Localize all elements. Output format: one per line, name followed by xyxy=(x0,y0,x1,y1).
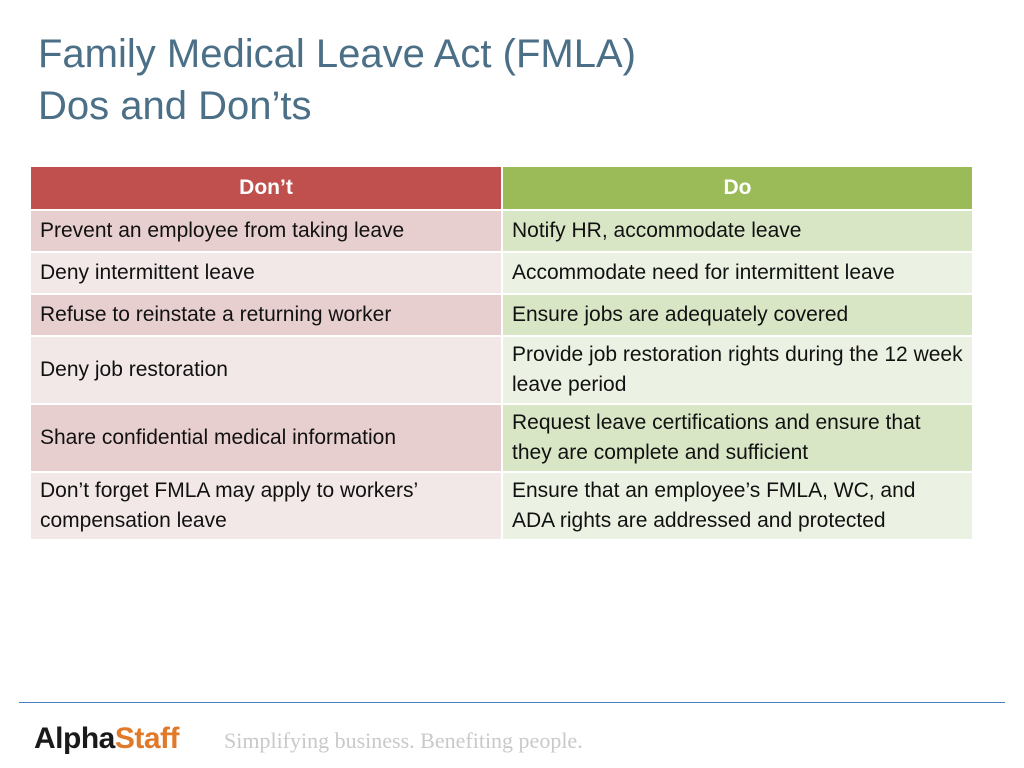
do-cell: Notify HR, accommodate leave xyxy=(502,210,973,252)
logo-text-staff: Staff xyxy=(114,722,180,755)
table-row xyxy=(30,294,973,336)
table-row xyxy=(30,404,973,472)
footer-divider xyxy=(19,702,1005,703)
dont-column-header: Don’t xyxy=(30,166,502,210)
logo-text-alpha: Alpha xyxy=(34,722,115,755)
alphastaff-logo xyxy=(34,715,179,759)
table-row xyxy=(30,472,973,540)
dont-cell: Share confidential medical information xyxy=(30,404,502,472)
do-cell: Accommodate need for intermittent leave xyxy=(502,252,973,294)
table-row xyxy=(30,210,973,252)
do-cell: Request leave certifications and ensure that they are complete and sufficient xyxy=(502,404,973,472)
dont-cell: Deny intermittent leave xyxy=(30,252,502,294)
dont-cell: Don’t forget FMLA may apply to workers’ compensation leave xyxy=(30,472,502,540)
footer-tagline: Simplifying business. Benefiting people. xyxy=(224,728,583,753)
dont-cell: Deny job restoration xyxy=(30,336,502,404)
table-row xyxy=(30,336,973,404)
table-row xyxy=(30,252,973,294)
slide-title xyxy=(38,28,636,132)
table-header-row xyxy=(30,166,973,210)
slide-title-line1: Family Medical Leave Act (FMLA) xyxy=(38,32,636,76)
dos-donts-table xyxy=(29,165,974,541)
do-cell: Provide job restoration rights during the 12 week leave period xyxy=(502,336,973,404)
dont-cell: Refuse to reinstate a returning worker xyxy=(30,294,502,336)
do-cell: Ensure jobs are adequately covered xyxy=(502,294,973,336)
do-column-header: Do xyxy=(502,166,973,210)
do-cell: Ensure that an employee’s FMLA, WC, and ADA rights are addressed and protected xyxy=(502,472,973,540)
dont-cell: Prevent an employee from taking leave xyxy=(30,210,502,252)
slide-title-line2: Dos and Don’ts xyxy=(38,84,312,128)
